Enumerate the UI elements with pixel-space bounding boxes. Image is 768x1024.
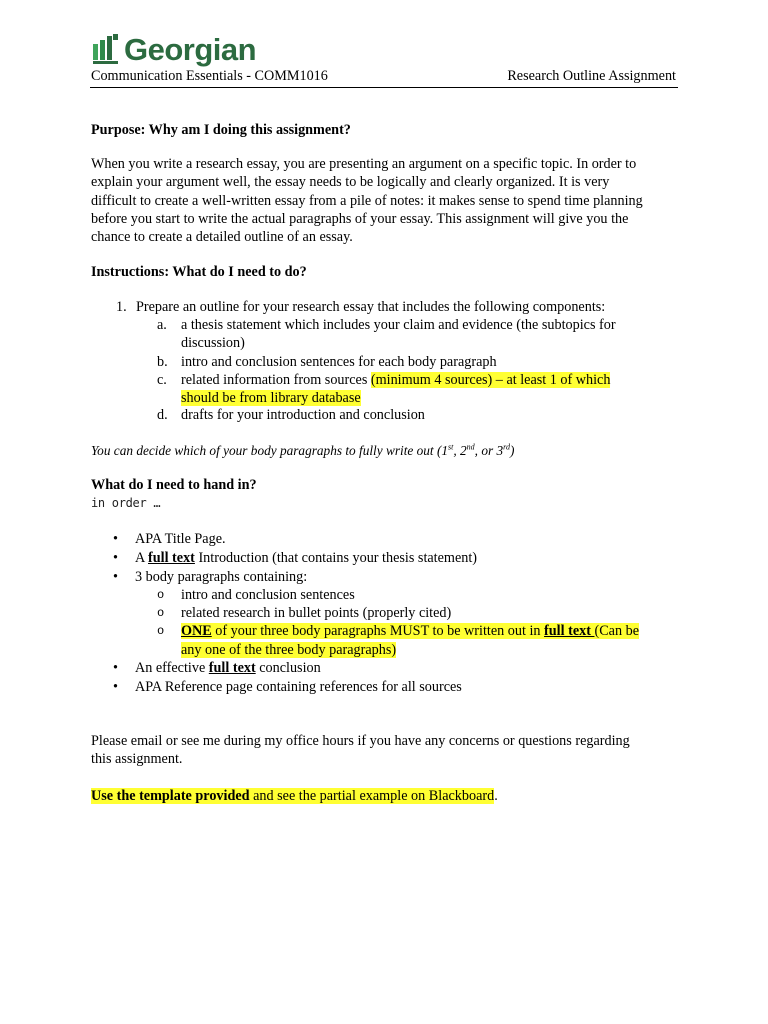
purpose-line: chance to create a detailed outline of an essay. <box>91 229 353 246</box>
bullet-text: APA Title Page. <box>135 531 226 547</box>
bullet-icon: • <box>113 531 118 547</box>
sub-item-marker: a. <box>157 317 167 333</box>
sub-bullet-text: ONE of your three body paragraphs MUST to be written out in full text (Can be any one of the three body paragraphs) <box>181 623 640 658</box>
sub-item-text: discussion) <box>181 335 245 352</box>
sub-item-marker: c. <box>157 372 167 388</box>
sub-item-text: a thesis statement which includes your claim and evidence (the subtopics for <box>181 317 616 333</box>
highlighted-text: should be from library database <box>181 390 361 407</box>
circle-bullet-icon: o <box>157 606 165 620</box>
sub-item-text: related information from sources <box>181 372 371 388</box>
sub-bullet-text: related research in bullet points (properly cited) <box>181 605 452 621</box>
closing-line: Please email or see me during my office hours if you have any concerns or questions regarding <box>91 733 630 749</box>
bullet-icon: • <box>113 679 118 695</box>
bullet-icon: • <box>113 660 118 676</box>
hand-in-heading: What do I need to hand in? <box>91 477 257 493</box>
bullet-text: A full text Introduction (that contains your thesis statement) <box>135 550 478 566</box>
purpose-line: difficult to create a well-written essay from a pile of notes: it makes sense to spend time planning <box>91 192 643 209</box>
georgian-logo <box>93 28 256 70</box>
circle-bullet-icon: o <box>157 624 165 638</box>
sub-item-text: drafts for your introduction and conclusion <box>181 407 425 423</box>
assignment-title: Research Outline Assignment <box>507 68 676 84</box>
circle-bullet-icon: o <box>157 588 165 602</box>
bullet-text: 3 body paragraphs containing: <box>135 569 308 585</box>
bullet-text: An effective full text conclusion <box>135 660 321 676</box>
purpose-line: When you write a research essay, you are presenting an argument on a specific topic. In order to <box>91 156 637 172</box>
georgian-logo-mark-icon <box>93 34 119 64</box>
logo-wordmark: Georgian <box>124 31 257 67</box>
item-text: Prepare an outline for your research essay that includes the following components: <box>136 299 606 315</box>
header-divider <box>90 87 678 88</box>
handwritten-annotation: in order … <box>91 496 161 510</box>
item-number: 1. <box>116 299 127 315</box>
bullet-icon: • <box>113 550 118 566</box>
purpose-paragraph <box>91 155 679 246</box>
bullet-text: APA Reference page containing references for all sources <box>135 679 462 695</box>
highlighted-text: (minimum 4 sources) – at least 1 of which <box>370 372 611 388</box>
sub-item-marker: b. <box>157 354 168 370</box>
closing-paragraph <box>91 732 679 769</box>
template-note: Use the template provided and see the partial example on Blackboard. <box>91 788 498 804</box>
purpose-heading: Purpose: Why am I doing this assignment? <box>91 122 351 138</box>
purpose-line: explain your argument well, the essay needs to be logically and clearly organized. It is very <box>91 174 610 191</box>
sub-bullet-text: intro and conclusion sentences <box>181 587 355 603</box>
bullet-icon: • <box>113 569 118 585</box>
instructions-heading: Instructions: What do I need to do? <box>91 264 307 280</box>
sub-item-text: intro and conclusion sentences for each body paragraph <box>181 354 497 370</box>
italic-note: You can decide which of your body paragraphs to fully write out (1st, 2nd, or 3rd) <box>91 442 515 458</box>
closing-line: this assignment. <box>91 751 183 768</box>
course-title: Communication Essentials - COMM1016 <box>91 68 328 84</box>
sub-item-marker: d. <box>157 407 168 423</box>
purpose-line: before you start to write the actual paragraphs of your essay. This assignment will give you the <box>91 210 629 227</box>
